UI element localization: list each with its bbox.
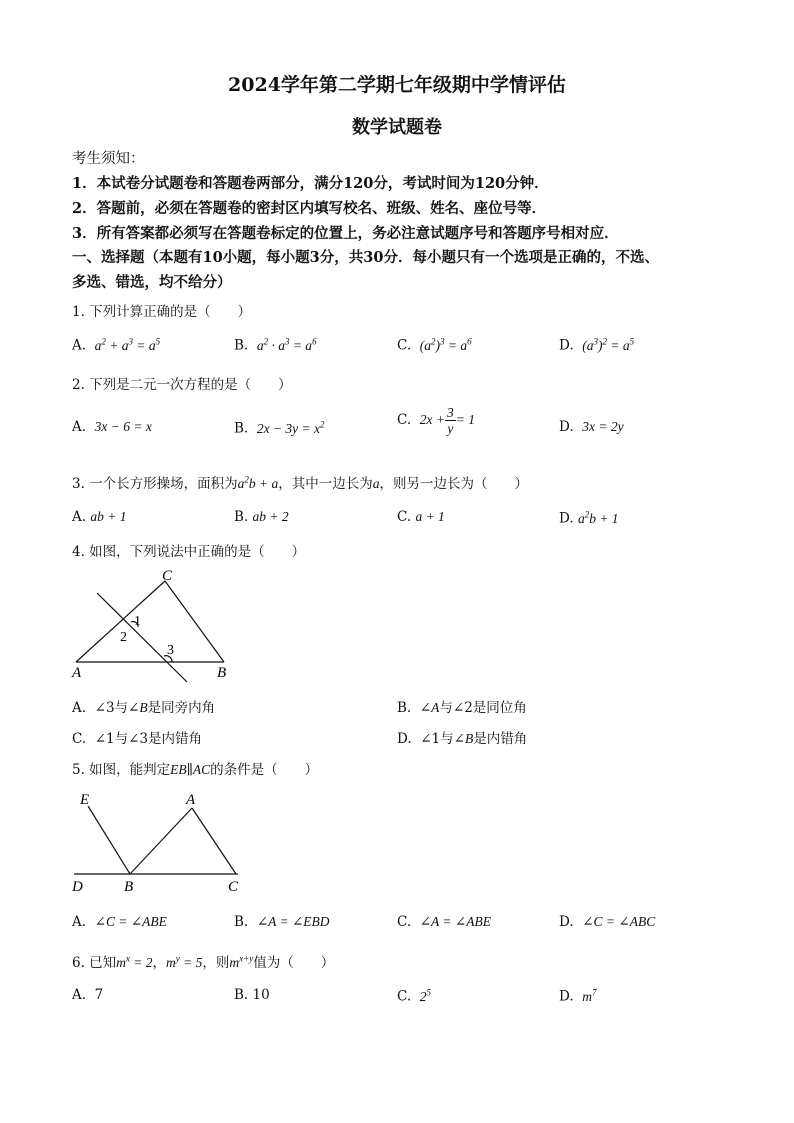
notice-item-1: 1．本试卷分试题卷和答题卷两部分，满分120分，考试时间为120分钟． <box>72 175 549 192</box>
question-4-stem: 4. 如图，下列说法中正确的是（ ） <box>72 544 306 560</box>
q2-option-a: A. 3x − 6 = x <box>72 419 152 435</box>
q4-label-3: 3 <box>167 643 174 658</box>
q3-option-c: C. a + 1 <box>397 509 445 525</box>
q6-option-b: B. 10 <box>234 987 270 1003</box>
question-1-stem: 1. 下列计算正确的是（ ） <box>72 304 252 320</box>
q2-option-b: B. $2x - 3y = x^2$ <box>234 419 325 437</box>
q4-option-d: D. ∠1与∠B是内错角 <box>397 731 528 747</box>
q5-label-a: A <box>186 792 196 808</box>
q4-label-1: 1 <box>134 614 141 629</box>
q5-label-e: E <box>80 792 90 808</box>
notice-heading: 考生须知： <box>72 151 145 167</box>
q4-option-b: B. ∠A与∠2是同位角 <box>397 700 527 716</box>
q6-option-c: C. $2^5$ <box>397 987 431 1005</box>
q5-option-c: C. ∠A = ∠ABE <box>397 914 491 930</box>
question-2-stem: 2. 下列是二元一次方程的是（ ） <box>72 377 292 393</box>
q1-option-d: D. $(a^3)^2 = a^5$ <box>559 336 635 354</box>
q5-label-d: D <box>72 879 83 895</box>
q4-label-a: A <box>72 665 82 681</box>
q5-option-d: D. ∠C = ∠ABC <box>559 914 656 930</box>
q6-option-d: D. $m^7$ <box>559 987 597 1005</box>
q5-label-b: B <box>124 879 134 895</box>
question-3-stem: 3. 一个长方形操场，面积为$a^2b + a$，其中一边长为a，则另一边长为（ ） <box>72 474 529 492</box>
question-5-stem: 5. 如图，能判定EB∥AC的条件是（ ） <box>72 762 319 778</box>
q5-line-ac <box>192 808 236 874</box>
q4-label-2: 2 <box>120 630 127 645</box>
q3-option-b: B. ab + 2 <box>234 509 289 525</box>
q4-label-b: B <box>217 665 227 681</box>
notice-item-2: 2．答题前，必须在答题卷的密封区内填写校名、班级、姓名、座位号等． <box>72 200 547 217</box>
q4-label-c: C <box>162 568 173 584</box>
q4-option-c: C. ∠1与∠3是内错角 <box>72 731 203 747</box>
exam-title: 2024学年第二学期七年级期中学情评估 <box>228 74 566 96</box>
q5-line-eb <box>88 806 130 874</box>
q2-option-d: D. 3x = 2y <box>559 419 624 435</box>
q1-option-a: A. $a^2 + a^3 = a^5$ <box>72 336 161 354</box>
q4-option-a: A. ∠3与∠B是同旁内角 <box>72 700 216 716</box>
q6-option-a: A. 7 <box>72 987 104 1003</box>
q2-option-c: C. 2x + $\frac{3}{y}$ = 1 <box>397 405 475 436</box>
q3-option-d: D. $a^2b + 1$ <box>559 509 619 527</box>
q1-option-c: C. $(a^2)^3 = a^6$ <box>397 336 472 354</box>
q5-option-b: B. ∠A = ∠EBD <box>234 914 330 930</box>
q5-line-ba <box>130 808 192 874</box>
q5-label-c: C <box>228 879 239 895</box>
section1-heading-line1: 一、选择题（本题有10小题，每小题3分，共30分．每小题只有一个选项是正确的，不选、 <box>72 249 659 266</box>
notice-item-3: 3．所有答案都必须写在答题卷标定的位置上，务必注意试题序号和答题序号相对应． <box>72 225 619 242</box>
exam-subtitle: 数学试题卷 <box>352 117 442 138</box>
q5-option-a: A. ∠C = ∠ABE <box>72 914 167 930</box>
q1-option-b: B. $a^2 \cdot a^3 = a^6$ <box>234 336 317 354</box>
section1-heading-line2: 多选、错选，均不给分） <box>72 274 232 291</box>
question-6-stem: 6. 已知$m^x = 2$，$m^y = 5$，则$m^{x+y}$值为（ ） <box>72 953 335 971</box>
q3-option-a: A. ab + 1 <box>72 509 127 525</box>
